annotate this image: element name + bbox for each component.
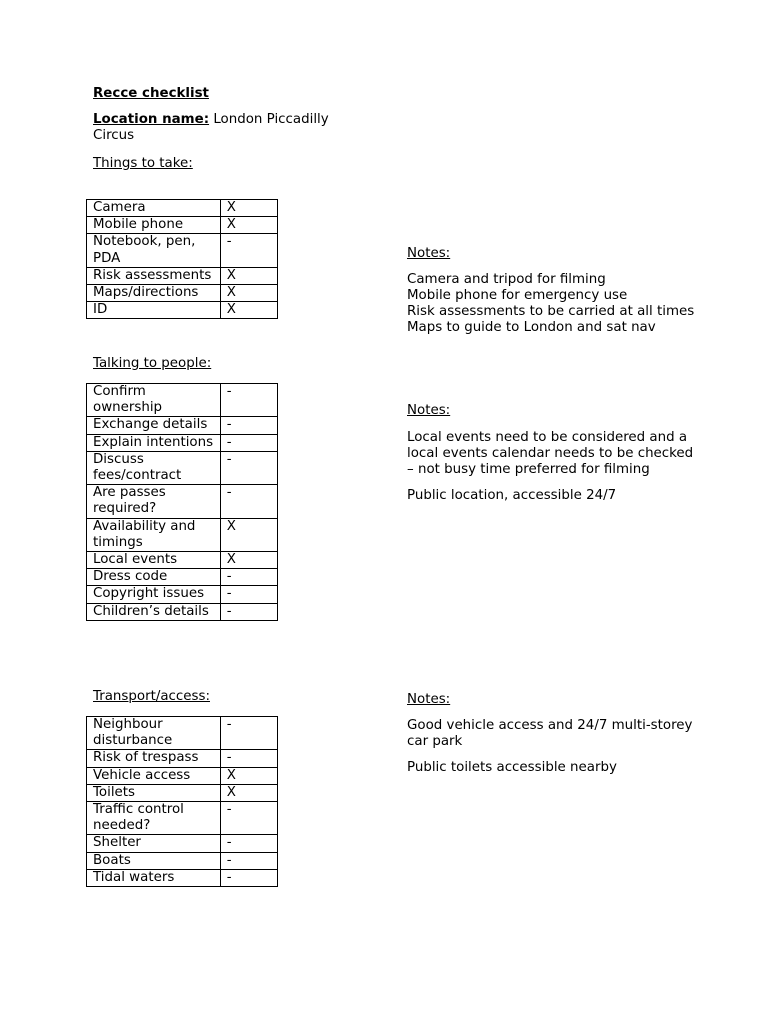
checklist-mark: X: [220, 302, 277, 319]
checklist-row: [87, 234, 278, 267]
checklist-item-label: Dress code: [87, 569, 221, 586]
talking-notes-body: [407, 430, 697, 514]
checklist-row: [87, 200, 278, 217]
checklist-row: [87, 434, 278, 451]
checklist-row: [87, 384, 278, 417]
transport-notes-heading: Notes:: [407, 692, 451, 707]
checklist-row: [87, 869, 278, 886]
checklist-item-label: Risk of trespass: [87, 750, 221, 767]
checklist-item-label: Confirm ownership: [87, 384, 221, 417]
checklist-row: [87, 485, 278, 518]
transport-note-paragraph: Good vehicle access and 24/7 multi-storey car park: [407, 718, 693, 749]
checklist-mark: X: [220, 217, 277, 234]
checklist-item-label: Children’s details: [87, 603, 221, 620]
checklist-item-label: Local events: [87, 552, 221, 569]
checklist-row: [87, 451, 278, 484]
checklist-row: [87, 784, 278, 801]
checklist-row: [87, 586, 278, 603]
talking-note-paragraph: Public location, accessible 24/7: [407, 488, 617, 503]
checklist-mark: -: [220, 586, 277, 603]
checklist-row: [87, 717, 278, 750]
checklist-item-label: Vehicle access: [87, 767, 221, 784]
checklist-mark: X: [220, 552, 277, 569]
transport-rows: [87, 717, 278, 887]
checklist-mark: -: [220, 434, 277, 451]
checklist-row: [87, 767, 278, 784]
things-to-take-table: [86, 199, 278, 319]
transport-table: [86, 716, 278, 887]
checklist-item-label: Maps/directions: [87, 285, 221, 302]
location-value: London Piccadilly Circus: [93, 112, 329, 143]
checklist-row: [87, 835, 278, 852]
checklist-item-label: Discuss fees/contract: [87, 451, 221, 484]
things-note-line: Camera and tripod for filming: [407, 272, 606, 287]
checklist-row: [87, 267, 278, 284]
checklist-row: [87, 552, 278, 569]
checklist-mark: -: [220, 717, 277, 750]
checklist-mark: -: [220, 384, 277, 417]
transport-heading: Transport/access:: [93, 689, 210, 704]
checklist-row: [87, 285, 278, 302]
things-notes-heading: Notes:: [407, 246, 451, 261]
checklist-row: [87, 802, 278, 835]
location-label: Location name:: [93, 112, 210, 127]
checklist-mark: X: [220, 200, 277, 217]
checklist-mark: X: [220, 518, 277, 551]
checklist-item-label: Camera: [87, 200, 221, 217]
checklist-item-label: Tidal waters: [87, 869, 221, 886]
checklist-item-label: Copyright issues: [87, 586, 221, 603]
checklist-item-label: Toilets: [87, 784, 221, 801]
location-name: [93, 112, 363, 144]
checklist-mark: -: [220, 869, 277, 886]
checklist-item-label: Shelter: [87, 835, 221, 852]
things-notes-body: [407, 272, 697, 336]
transport-notes-body: [407, 718, 697, 786]
talking-heading: Talking to people:: [93, 356, 212, 371]
talking-table: [86, 383, 278, 621]
checklist-item-label: Risk assessments: [87, 267, 221, 284]
checklist-row: [87, 217, 278, 234]
things-note-line: Maps to guide to London and sat nav: [407, 320, 656, 335]
checklist-item-label: Traffic control needed?: [87, 802, 221, 835]
things-to-take-rows: [87, 200, 278, 319]
checklist-row: [87, 603, 278, 620]
checklist-item-label: Boats: [87, 852, 221, 869]
checklist-item-label: Mobile phone: [87, 217, 221, 234]
checklist-mark: -: [220, 234, 277, 267]
talking-note-paragraph: Local events need to be considered and a local events calendar needs to be checked – not busy time preferred for filming: [407, 430, 694, 477]
checklist-mark: -: [220, 750, 277, 767]
checklist-mark: -: [220, 835, 277, 852]
checklist-mark: X: [220, 267, 277, 284]
checklist-mark: -: [220, 417, 277, 434]
checklist-row: [87, 750, 278, 767]
checklist-item-label: ID: [87, 302, 221, 319]
checklist-mark: X: [220, 784, 277, 801]
checklist-mark: -: [220, 802, 277, 835]
checklist-row: [87, 569, 278, 586]
checklist-item-label: Exchange details: [87, 417, 221, 434]
checklist-mark: -: [220, 603, 277, 620]
transport-note-paragraph: Public toilets accessible nearby: [407, 760, 617, 775]
checklist-item-label: Neighbour disturbance: [87, 717, 221, 750]
checklist-row: [87, 518, 278, 551]
checklist-mark: -: [220, 852, 277, 869]
checklist-row: [87, 417, 278, 434]
things-note-line: Mobile phone for emergency use: [407, 288, 628, 303]
things-to-take-heading: Things to take:: [93, 156, 193, 171]
checklist-row: [87, 302, 278, 319]
checklist-item-label: Explain intentions: [87, 434, 221, 451]
checklist-mark: -: [220, 451, 277, 484]
checklist-mark: X: [220, 767, 277, 784]
checklist-item-label: Notebook, pen, PDA: [87, 234, 221, 267]
checklist-item-label: Are passes required?: [87, 485, 221, 518]
checklist-mark: X: [220, 285, 277, 302]
page-title: Recce checklist: [93, 86, 209, 101]
things-note-line: Risk assessments to be carried at all times: [407, 304, 695, 319]
talking-notes-heading: Notes:: [407, 403, 451, 418]
checklist-row: [87, 852, 278, 869]
talking-rows: [87, 384, 278, 621]
checklist-mark: -: [220, 569, 277, 586]
checklist-item-label: Availability and timings: [87, 518, 221, 551]
checklist-mark: -: [220, 485, 277, 518]
